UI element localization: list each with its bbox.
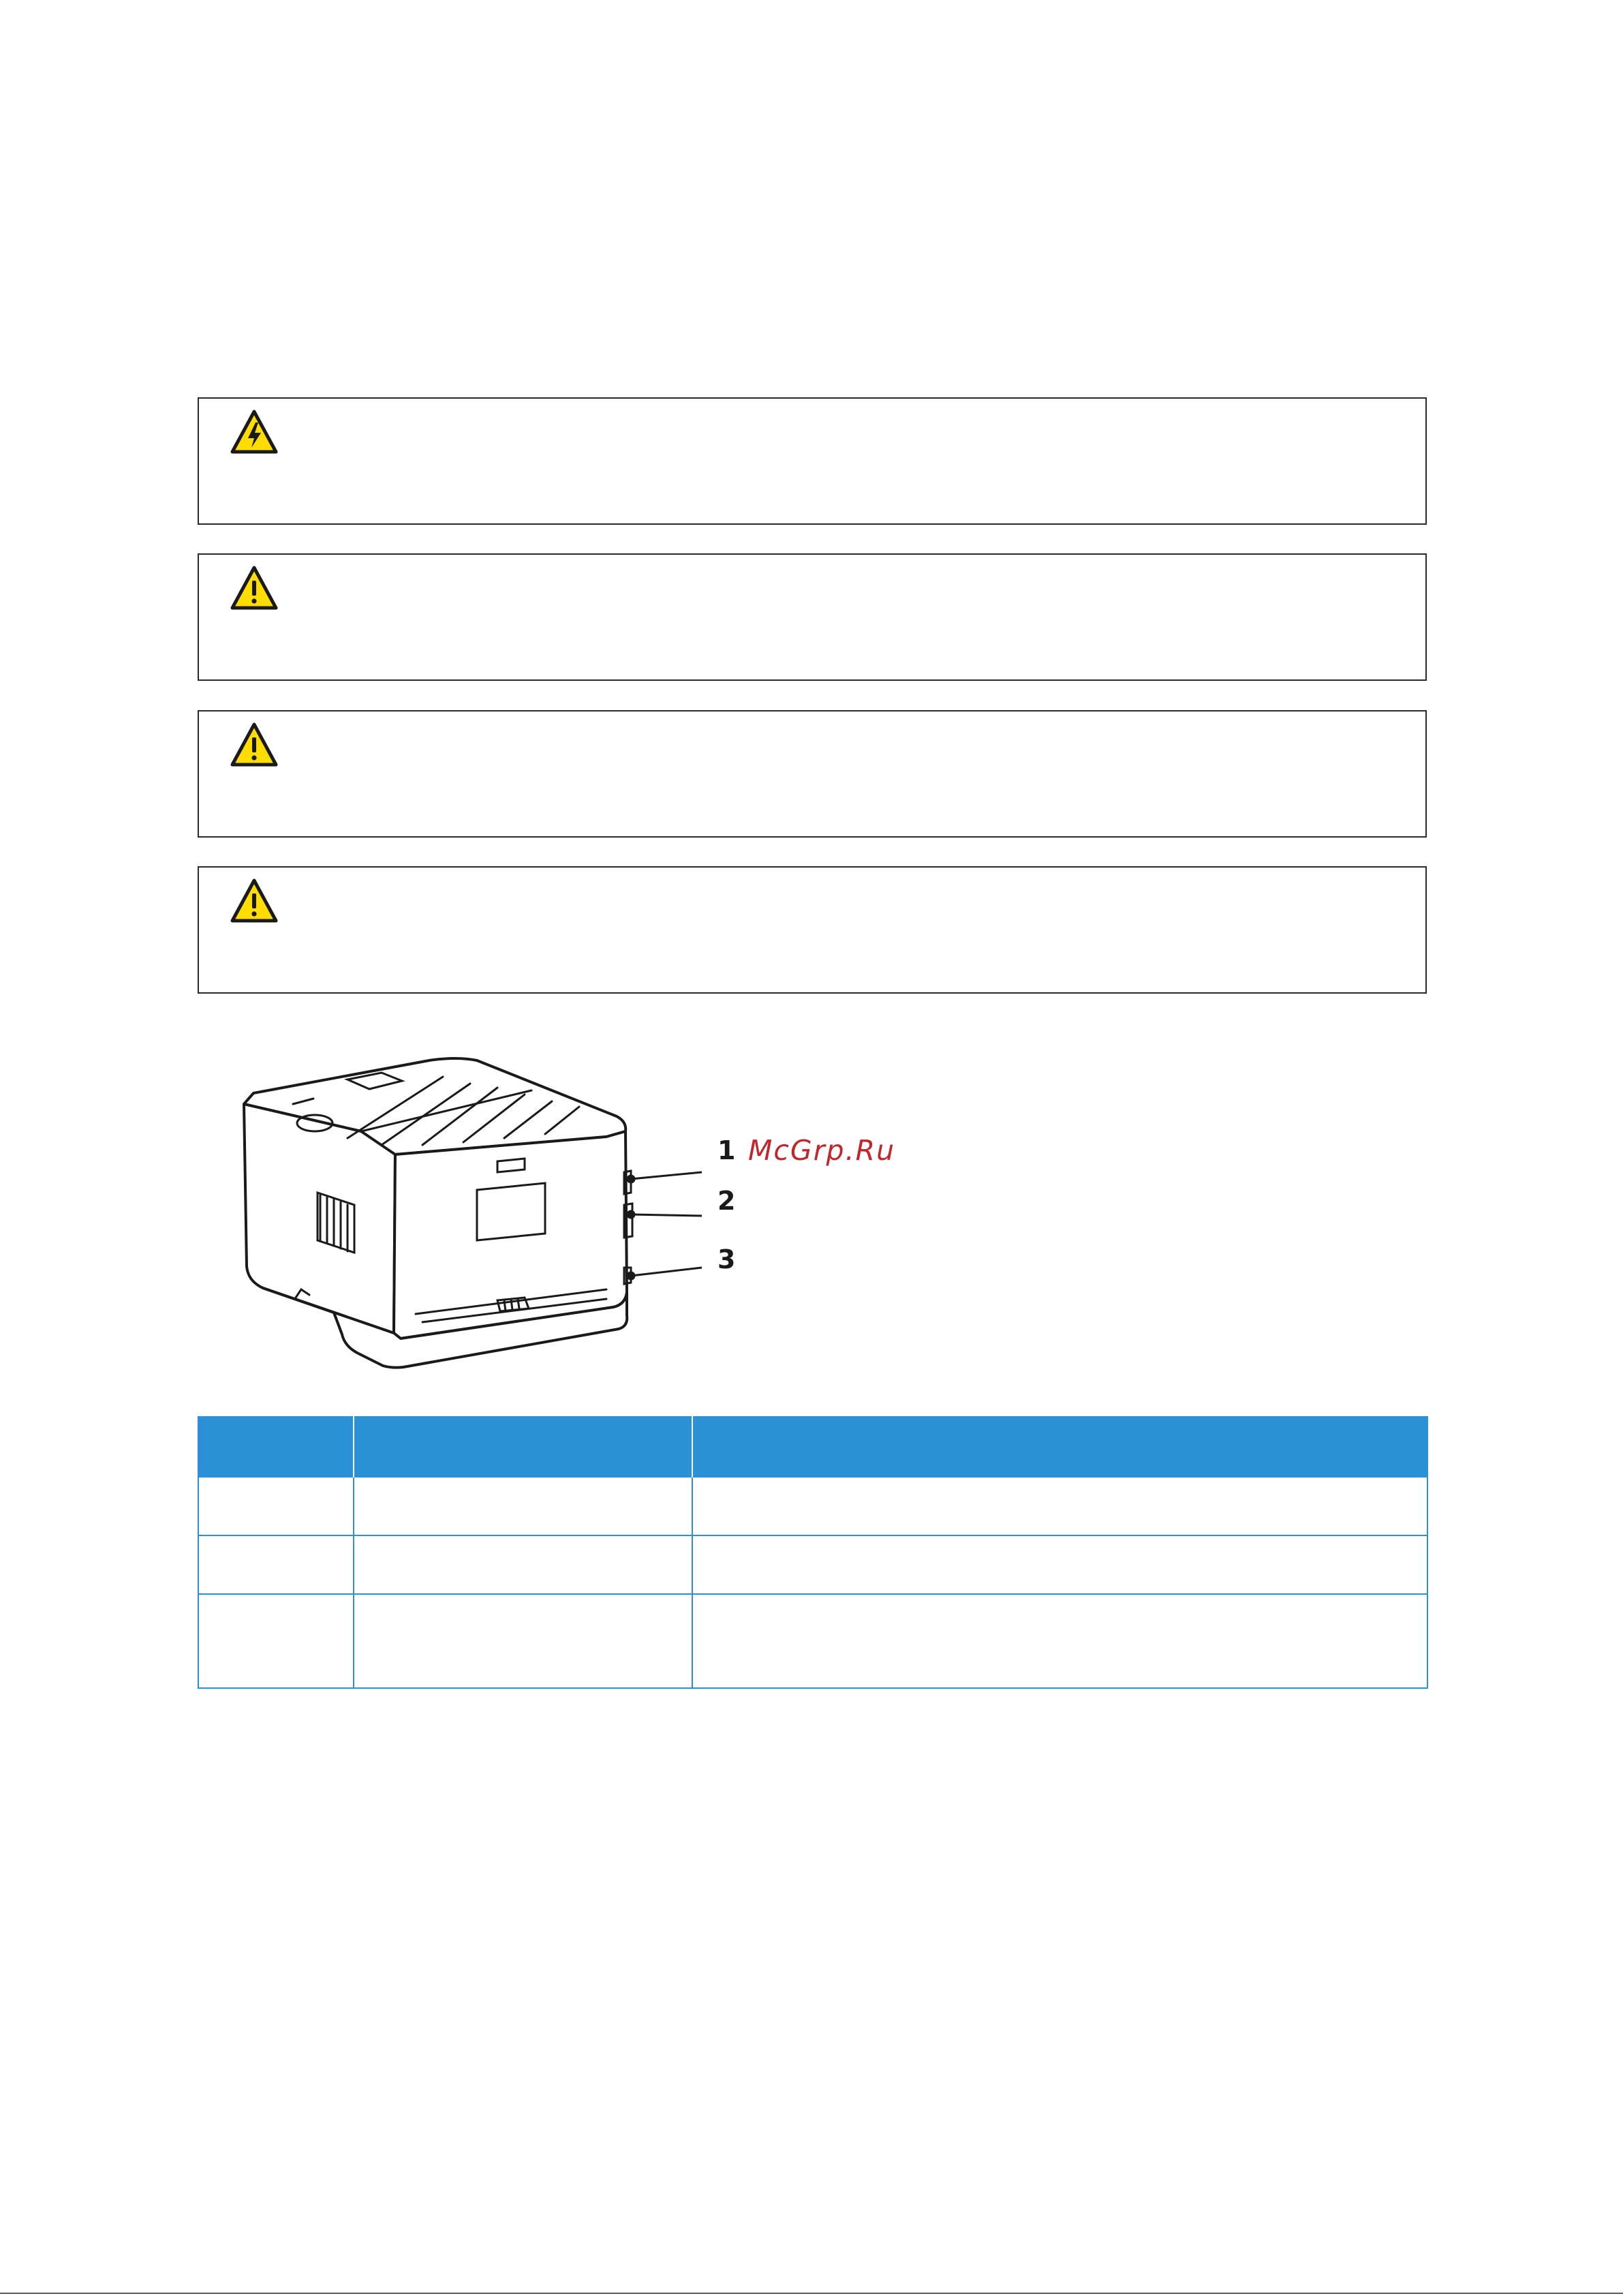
table-row xyxy=(198,1594,1427,1688)
table-header-row xyxy=(198,1416,1427,1477)
column-header-number xyxy=(198,1416,354,1477)
caution-triangle-icon xyxy=(230,878,278,923)
callout-1: 1 xyxy=(717,1135,736,1165)
table-row xyxy=(198,1535,1427,1594)
watermark-text: McGrp.Ru xyxy=(748,1134,896,1167)
table-cell xyxy=(198,1594,354,1688)
table-cell xyxy=(198,1477,354,1535)
table-cell xyxy=(692,1477,1427,1535)
parts-table xyxy=(198,1416,1428,1689)
column-header-description xyxy=(692,1416,1427,1477)
caution-notice-2 xyxy=(198,710,1427,838)
caution-triangle-icon xyxy=(230,722,278,767)
printer-back-panel xyxy=(394,1131,627,1338)
table-row xyxy=(198,1477,1427,1535)
callout-2: 2 xyxy=(717,1186,736,1216)
caution-notice-3 xyxy=(198,866,1427,994)
electrical-hazard-icon xyxy=(230,410,278,455)
caution-triangle-icon xyxy=(230,566,278,611)
callout-3: 3 xyxy=(717,1244,736,1274)
table-cell xyxy=(692,1535,1427,1594)
table-cell xyxy=(198,1535,354,1594)
caution-notice-1 xyxy=(198,553,1427,681)
table-cell xyxy=(354,1535,692,1594)
table-cell xyxy=(354,1477,692,1535)
printer-rear-view-illustration xyxy=(225,1036,940,1377)
footer-divider xyxy=(0,2293,1623,2294)
column-header-part xyxy=(354,1416,692,1477)
electrical-hazard-notice xyxy=(198,397,1427,525)
table-cell xyxy=(354,1594,692,1688)
table-cell xyxy=(692,1594,1427,1688)
